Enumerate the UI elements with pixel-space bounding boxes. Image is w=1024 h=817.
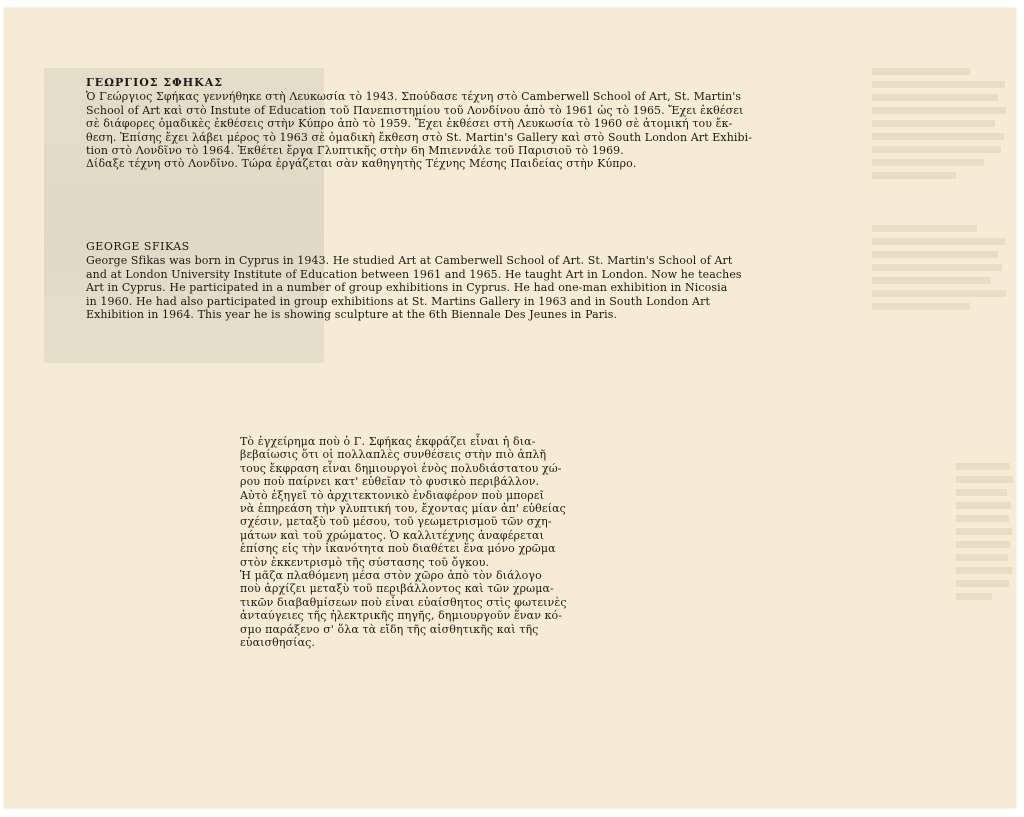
statement-line: ἐπίσης εἰς τὴν ἱκανότητα ποὺ διαθέτει ἕνα μόνο χρῶμα (240, 542, 556, 556)
statement-line: στὸν ἐκκεντρισμὸ τῆς σύστασης τοῦ ὄγκου. (240, 555, 490, 569)
english-bio-line: George Sfikas was born in Cyprus in 1943. He studied Art at Camberwell School of Art. St. Martin's School of Art (86, 254, 733, 268)
english-bio-text (86, 254, 846, 321)
statement-line: τικῶν διαβαθμίσεων ποὺ εἶναι εὐαίσθητος στὶς φωτεινὲς (240, 595, 567, 609)
english-bio-heading: GEORGE SFIKAS (86, 240, 190, 253)
statement-line: Ἡ μᾶζα πλαθόμενη μέσα στὸν χῶρο ἀπὸ τὸν διάλογο (240, 569, 542, 583)
english-bio-line: in 1960. He had also participated in group exhibitions at St. Martins Gallery in 1963 and in South London Art (86, 294, 710, 308)
greek-bio-line: tion στὸ Λονδῖνο τὸ 1964. Ἐκθέτει ἔργα Γλυπτικῆς στὴν 6η Μπιεννάλε τοῦ Παρισιοῦ τὸ 1969. (86, 144, 624, 158)
bleed-through-text-right (872, 68, 1012, 368)
english-bio-line: Art in Cyprus. He participated in a number of group exhibitions in Cyprus. He had one-man exhibition in Nicosia (86, 281, 728, 295)
artist-statement (240, 435, 596, 650)
greek-bio-line: Ὁ Γεώργιος Σφήκας γεννήθηκε στὴ Λευκωσία τὸ 1943. Σπούδασε τέχνη στὸ Camberwell School of Art, St. Martin's (86, 90, 742, 104)
greek-bio-line: θεση. Ἐπίσης ἔχει λάβει μέρος τὸ 1963 σὲ ὁμαδικὴ ἔκθεση στὸ St. Martin's Gallery καὶ στὸ South London Art Exhibi- (86, 130, 753, 144)
english-bio-line: Exhibition in 1964. This year he is showing sculpture at the 6th Biennale Des Jeunes in Paris. (86, 308, 618, 322)
statement-line: βεβαίωσις ὅτι οἱ πολλαπλὲς συνθέσεις στὴν πιὸ ἁπλῆ (240, 448, 547, 462)
statement-line: ποὺ ἀρχίζει μεταξὺ τοῦ περιβάλλοντος καὶ τῶν χρωμα- (240, 582, 554, 596)
bleed-through-text-lower-right (956, 463, 1016, 713)
statement-line: σχέσιν, μεταξὺ τοῦ μέσου, τοῦ γεωμετρισμοῦ τῶν σχη- (240, 515, 552, 529)
english-biography (86, 240, 846, 321)
statement-line: σμο παράξενο σ' ὅλα τὰ εἴδη τῆς αἰσθητικῆς καὶ τῆς (240, 622, 539, 636)
statement-line: ρου ποὺ παίρνει κατ' εὐθεῖαν τὸ φυσικὸ περιβάλλον. (240, 475, 540, 489)
statement-line: ἀνταύγειες τῆς ἠλεκτρικῆς πηγῆς, δημιουργοῦν ἕναν κό- (240, 609, 563, 623)
statement-line: μάτων καὶ τοῦ χρώματος. Ὁ καλλιτέχνης ἀναφέρεται (240, 528, 544, 542)
statement-line: εὐαισθησίας. (240, 636, 315, 650)
document-page (4, 8, 1016, 808)
greek-bio-line: Δίδαξε τέχνη στὸ Λονδῖνο. Τώρα ἐργάζεται σὰν καθηγητὴς Τέχνης Μέσης Παιδείας στὴν Κύπρο. (86, 157, 637, 171)
greek-biography (86, 76, 846, 171)
greek-bio-line: σὲ διάφορες ὁμαδικὲς ἐκθέσεις στὴν Κύπρο ἀπὸ τὸ 1959. Ἔχει ἐκθέσει στὴ Λευκωσία τὸ 1960 σὲ ἀτομική του ἔκ- (86, 117, 733, 131)
statement-line: νὰ ἐπηρεάση τὴν γλυπτική του, ἔχοντας μίαν ἀπ' εὐθείας (240, 502, 566, 516)
statement-line: Αὐτὸ ἐξηγεῖ τὸ ἀρχιτεκτονικὸ ἐνδιαφέρον ποὺ μπορεῖ (240, 488, 545, 502)
statement-line: τους ἔκφραση εἶναι δημιουργοὶ ἑνὸς πολυδιάστατου χώ- (240, 461, 562, 475)
greek-bio-text (86, 90, 846, 170)
english-bio-line: and at London University Institute of Education between 1961 and 1965. He taught Art in London. Now he teaches (86, 267, 742, 281)
greek-bio-line: School of Art καὶ στὸ Instute of Education τοῦ Πανεπιστημίου τοῦ Λονδίνου ἀπὸ τὸ 1961 ὡς τὸ 1965. Ἔχει ἐκθέσει (86, 103, 744, 117)
statement-line: Τὸ ἐγχείρημα ποὺ ὁ Γ. Σφήκας ἐκφράζει εἶναι ἡ δια- (240, 435, 536, 448)
greek-bio-heading: ΓΕΩΡΓΙΟΣ ΣΦΗΚΑΣ (86, 76, 224, 89)
